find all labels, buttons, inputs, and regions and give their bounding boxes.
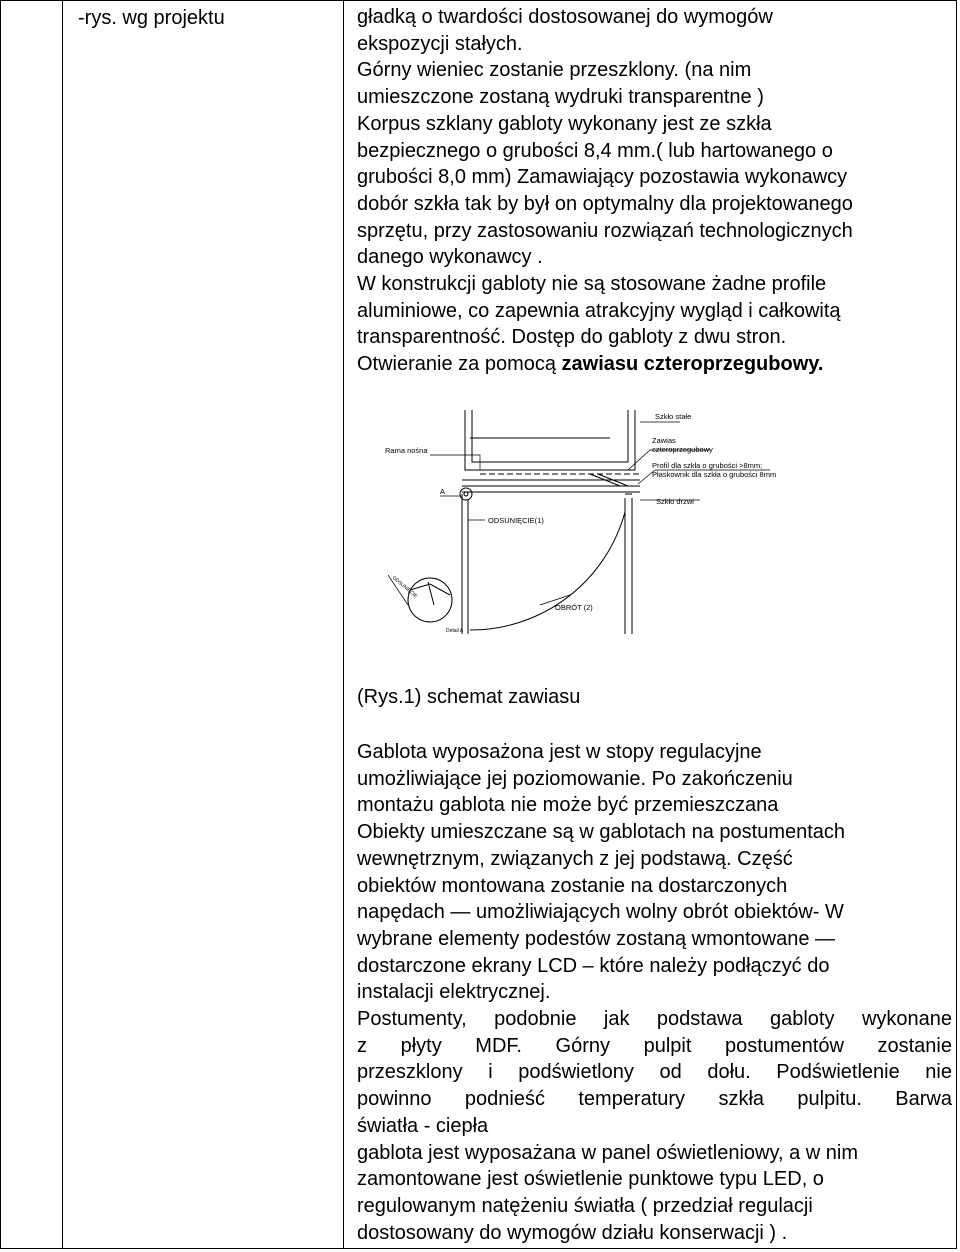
diagram-label: Detail A	[446, 628, 464, 634]
diagram-label: A	[440, 487, 446, 496]
diagram-label: czteroprzegubowy	[652, 445, 713, 454]
text-line: aluminiowe, co zapewnia atrakcyjny wygląd i całkowitą	[357, 299, 841, 322]
diagram-label: Zawias	[652, 436, 676, 445]
text-line: montażu gablota nie może być przemieszczana	[357, 794, 779, 817]
text-line: transparentność. Dostęp do gabloty z dwu stron.	[357, 326, 787, 349]
diagram-label: Szkło drzwi	[656, 497, 694, 506]
text-line: powinno podnieść temperatury szkła pulpitu. Barwa	[357, 1088, 952, 1111]
diagram-label: Rama nośna	[385, 446, 428, 455]
diagram-label: Płaskownik dla szkła o grubości 8mm	[652, 470, 777, 479]
text-line: przeszklony i podświetlony od dołu. Podświetlenie nie	[357, 1061, 952, 1084]
text-line: wybrane elementy podestów zostaną wmontowane —	[357, 927, 836, 950]
text-line: Postumenty, podobnie jak podstawa gabloty wykonane	[357, 1008, 952, 1031]
text-line: gablota jest wyposażana w panel oświetleniowy, a w nim	[357, 1141, 859, 1164]
text-line: regulowanym natężeniu światła ( przedział regulacji	[357, 1194, 813, 1217]
diagram-label: ODSUNIĘCIE	[390, 574, 419, 600]
text-line: sprzętu, przy zastosowaniu rozwiązań technologicznych	[357, 219, 853, 242]
diagram-label: OBRÓT (2)	[555, 603, 593, 612]
text-line: W konstrukcji gabloty nie są stosowane żadne profile	[357, 273, 827, 296]
text-line: obiektów montowana zostanie na dostarczonych	[357, 874, 788, 897]
text-line: gładką o twardości dostosowanej do wymogów	[357, 6, 773, 28]
text-line: Korpus szklany gabloty wykonany jest ze szkła	[357, 112, 772, 135]
diagram-label: Szkło stałe	[655, 412, 692, 421]
description-paragraph-2	[357, 739, 952, 1246]
text-line: światła - ciepła	[357, 1114, 489, 1137]
bold-term: zawiasu czteroprzegubowy	[561, 353, 818, 376]
diagram-label: ODSUNIĘCIE(1)	[488, 516, 544, 525]
text-line: wewnętrznym, związanych z jej podstawą. Część	[357, 847, 793, 870]
hinge-diagram	[370, 400, 810, 640]
diagram-label: Profil dla szkła o grubości >8mm;	[652, 461, 763, 470]
description-paragraph-1	[357, 4, 952, 378]
text-line: Obiekty umieszczane są w gablotach na postumentach	[357, 821, 846, 844]
text-line: napędach — umożliwiających wolny obrót obiektów- W	[357, 901, 844, 924]
text-line-last	[357, 351, 952, 378]
text-line: umieszczone zostaną wydruki transparentne )	[357, 86, 764, 109]
text-line: instalacji elektrycznej.	[357, 981, 551, 1004]
text-line: grubości 8,0 mm) Zamawiający pozostawia wykonawcy	[357, 166, 848, 189]
text-line: dobór szkła tak by był on optymalny dla projektowanego	[357, 192, 853, 215]
text-line: umożliwiające jej poziomowanie. Po zakończeniu	[357, 767, 793, 790]
text-line: Gablota wyposażona jest w stopy regulacyjne	[357, 741, 762, 763]
text-line: dostarczone ekrany LCD – które należy podłączyć do	[357, 954, 830, 977]
label-cell	[63, 1, 344, 1249]
figure-caption: (Rys.1) schemat zawiasu	[357, 686, 581, 708]
text-line: bezpiecznego o grubości 8,4 mm.( lub hartowanego o	[357, 139, 833, 162]
text-line: Górny wieniec zostanie przeszklony. (na nim	[357, 59, 752, 82]
text-prefix: Otwieranie za pomocą	[357, 353, 562, 376]
text-line: z płyty MDF. Górny pulpit postumentów zostanie	[357, 1034, 952, 1057]
text-line: zamontowane jest oświetlenie punktowe typu LED, o	[357, 1168, 824, 1191]
text-line: dostosowany do wymogów działu konserwacji ) .	[357, 1221, 788, 1244]
number-cell	[1, 1, 63, 1249]
text-line: ekspozycji stałych.	[357, 32, 523, 55]
text-line: danego wykonawcy .	[357, 246, 543, 269]
row-label: -rys. wg projektu	[78, 7, 225, 29]
text-suffix: .	[817, 353, 824, 376]
